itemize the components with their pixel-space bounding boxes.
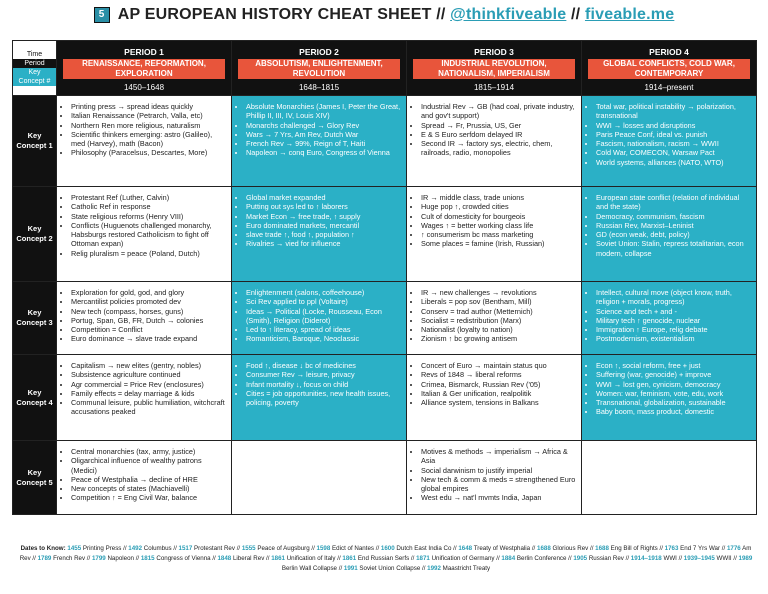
concept-item: • Competition = Conflict [71,325,227,334]
period-title: GLOBAL CONFLICTS, COLD WAR, CONTEMPORARY [588,59,750,79]
concept-item: • Communal leisure, public humiliation, witchcraft accusations peaked [71,398,227,417]
date-year: 1992 [427,565,441,572]
date-event: Soviet Union Collapse [359,565,421,572]
concept-item: • Infant mortality ↓, focus on child [246,380,402,389]
concept-cell [582,282,757,355]
concept-item: • Relig pluralism = peace (Poland, Dutch) [71,249,227,258]
concept-list [232,96,406,162]
concept-item: • Concert of Euro → maintain status quo [421,361,577,370]
date-event: WWI [663,555,677,562]
concept-item: • Market Econ → free trade, ↑ supply [246,212,402,221]
concept-list [232,355,406,411]
concept-item: • Postmodernism, existentialism [596,334,752,343]
key-concept-row [13,282,757,355]
concept-item: • Second IR → factory sys, electric, chem, railroads, radio, monopolies [421,139,577,158]
concept-list [57,282,231,348]
concept-item: • Printing press → spread ideas quickly [71,102,227,111]
concept-item: • Catholic Ref in response [71,202,227,211]
concept-item: • Econ ↑, social reform, free + just [596,361,752,370]
key-concept-label: Key Concept 3 [13,282,57,355]
concept-cell [57,96,232,187]
concept-item: • Italian Renaissance (Petrarch, Valla, etc) [71,111,227,120]
concept-cell [232,441,407,515]
concept-cell [57,441,232,515]
date-event: End Russian Serfs [357,555,410,562]
concept-item: • Social darwinism to justify imperial [421,466,577,475]
period-dates: 1648–1815 [298,82,340,92]
concept-item: • European state conflict (relation of individual and the state) [596,193,752,212]
concept-item: • Euro dominated markets, mercantil [246,221,402,230]
concept-item: • Subsistence agriculture continued [71,370,227,379]
concept-item: • Philosophy (Paracelsus, Descartes, More) [71,148,227,157]
concept-cell [232,355,407,441]
concept-item: • Absolute Monarchies (James I, Peter the Great, Phillip II, III, IV, Louis XIV) [246,102,402,121]
concept-item: • Transnational, globalization, sustainable [596,398,752,407]
concept-item: • Global market expanded [246,193,402,202]
period-header-row [13,41,757,96]
period-number: PERIOD 3 [474,46,514,57]
date-event: Printing Press [82,545,122,552]
title-separator: // [571,6,581,23]
period-3-header [407,41,582,96]
key-concept-label: Key Concept 2 [13,187,57,282]
concept-item: • Rivalries → vied for influence [246,239,402,248]
legend-cell [13,41,57,96]
concept-item: • IR → middle class, trade unions [421,193,577,202]
date-year: 1648 [458,545,473,552]
concept-item: • Revs of 1848 → liberal reforms [421,370,577,379]
concept-item: • Northern Ren more religious, naturalism [71,121,227,130]
date-year: 1455 [67,545,82,552]
concept-item: • slave trade ↑, food ↑, population ↑ [246,230,402,239]
concept-list [407,355,581,411]
concept-cell [582,96,757,187]
date-event: Congress of Vienna [156,555,211,562]
date-year: 1598 [316,545,331,552]
concept-cell [582,355,757,441]
concept-list [57,355,231,421]
concept-item: • Oligarchical influence of wealthy patrons (Medici) [71,456,227,475]
legend-period: Period [13,59,56,68]
legend-time: Time [26,51,43,58]
date-event: Edict of Nantes [332,545,375,552]
concept-item: • Fascism, nationalism, racism → WWII [596,139,752,148]
concept-list [57,187,231,262]
concept-item: • Wars → 7 Yrs, Am Rev, Dutch War [246,130,402,139]
concept-item: • WWI → lost gen, cynicism, democracy [596,380,752,389]
concept-item: • GD (econ weak, debt, policy) [596,230,752,239]
concept-list [407,187,581,253]
concept-item: • Cold War, COMECON, Warsaw Pact [596,148,752,157]
date-year: 1871 [416,555,430,562]
date-year: 1688 [595,545,609,552]
page-title [0,6,768,30]
concept-item: • Some places = famine (Irish, Russian) [421,239,577,248]
concept-item: • Democracy, communism, fascism [596,212,752,221]
date-event: Berlin Wall Collapse [281,565,337,572]
date-event: WWII [716,555,732,562]
period-number: PERIOD 2 [299,46,339,57]
period-2-header [232,41,407,96]
key-concept-label: Key Concept 1 [13,96,57,187]
concept-cell [407,282,582,355]
site-link[interactable]: fiveable.me [584,6,675,23]
concept-item: • Spread → Fr, Prussia, US, Ger [421,121,577,130]
concept-item: • Peace of Westphalia → decline of HRE [71,475,227,484]
concept-item: • Socialist = redistribution (Marx) [421,316,577,325]
date-event: Unification of Germany [431,555,495,562]
concept-cell [582,187,757,282]
concept-cell [407,96,582,187]
concept-item: • Consumer Rev → leisure, privacy [246,370,402,379]
concept-item: • Italian & Ger unification, realpolitik [421,389,577,398]
date-event: Glorious Rev [552,545,589,552]
concept-item: • Zionism ↑ bc growing antisem [421,334,577,343]
date-event: Dutch East India Co [396,545,452,552]
concept-cell [582,441,757,515]
date-event: Am Rev [19,545,752,562]
concept-item: • Euro dominance → slave trade expand [71,334,227,343]
period-number: PERIOD 4 [649,46,689,57]
date-event: Maastricht Treaty [442,565,491,572]
concept-item: • Agr commercial = Price Rev (enclosures) [71,380,227,389]
concept-cell [57,187,232,282]
date-event: Russian Rev [588,555,624,562]
date-year: 1905 [573,555,588,562]
concept-item: • Ideas → Political (Locke, Rousseau, Econ (Smith), Religion (Diderot) [246,307,402,326]
concept-item: • Baby boom, mass product, domestic [596,407,752,416]
date-event: Berlin Conference [516,555,567,562]
concept-cell [407,187,582,282]
date-event: Protestant Rev [194,545,235,552]
concept-list [582,355,756,421]
date-year: 1815 [140,555,155,562]
legend-key: Key [13,68,56,77]
date-year: 1688 [537,545,551,552]
key-concept-row [13,441,757,515]
concept-item: • Liberals = pop sov (Bentham, Mill) [421,297,577,306]
date-year: 1848 [217,555,232,562]
date-event: Columbus [143,545,172,552]
concept-list [57,441,231,507]
concept-item: • Total war, political instability → polarization, transnational [596,102,752,121]
concept-item: • Conserv = trad author (Metternich) [421,307,577,316]
concept-list [407,96,581,162]
date-event: Unification of Italy [286,555,336,562]
period-dates: 1914–present [644,82,694,92]
title-text: AP EUROPEAN HISTORY CHEAT SHEET // [117,6,446,23]
concept-item: • Romanticism, Baroque, Neoclassic [246,334,402,343]
concept-list [582,187,756,262]
date-year: 1939–1945 [683,555,715,562]
key-concept-row [13,355,757,441]
concept-item: • Central monarchies (tax, army, justice) [71,447,227,456]
concept-item: • Conflicts (Huguenots challenged monarchy, Habsburgs restored Catholicism to fight off Ottoman expan) [71,221,227,249]
concept-item: • Paris Peace Conf, ideal vs. punish [596,130,752,139]
dates-label: Dates to Know: [20,545,66,552]
date-year: 1763 [664,545,679,552]
concept-item: • Scientific thinkers emerging: astro (Galileo), med (Harvey), math (Bacon) [71,130,227,149]
concept-list [57,96,231,162]
concept-item: • Science and tech + and - [596,307,752,316]
period-title: INDUSTRIAL REVOLUTION, NATIONALISM, IMPERIALISM [413,59,575,79]
concept-item: • Russian Rev, Marxist–Leninist [596,221,752,230]
concept-item: • Enlightenment (salons, coffeehouse) [246,288,402,297]
concept-item: • Soviet Union: Stalin, repress totalitarian, econ modern, collapse [596,239,752,258]
concept-item: • Alliance system, tensions in Balkans [421,398,577,407]
dates-to-know: Dates to Know: 1455 Printing Press // 1492 Columbus // 1517 Protestant Rev // 1555 Peace of Augsburg // 1598 Edict of Nantes // 1600 Dutch East India Co // 1648 Treaty of Westphalia // 1688 Glorious Rev // 1688 Eng Bill of Rights // 1763 End 7 Yrs War // 1776 Am Rev // 1789 French Rev // 1799 Napoleon // 1815 Congress of Vienna // 1848 Liberal Rev // 1861 Unification of Italy // 1861 End Russian Serfs // 1871 Unification of Germany // 1884 Berlin Conference // 1905 Russian Rev // 1914–1918 WWI // 1939–1945 WWII // 1989 Berlin Wall Collapse // 1991 Soviet Union Collapse // 1992 Maastricht Treaty [19,545,753,572]
date-year: 1492 [128,545,143,552]
key-concept-row [13,96,757,187]
concept-item: • New tech & comm & meds = strengthened Euro global empires [421,475,577,494]
date-year: 1861 [271,555,285,562]
concept-list [582,96,756,171]
concept-item: • Huge pop ↑, crowded cities [421,202,577,211]
concept-item: • Capitalism → new elites (gentry, nobles) [71,361,227,370]
date-year: 1989 [738,555,753,562]
concept-item: • State religious reforms (Henry VIII) [71,212,227,221]
concept-item: • Cult of domesticity for bourgeois [421,212,577,221]
period-number: PERIOD 1 [124,46,164,57]
date-year: 1789 [37,555,52,562]
date-event: Napoleon [107,555,134,562]
concept-item: • West edu → nat'l mvmts India, Japan [421,493,577,502]
concept-cell [232,96,407,187]
concept-item: • French Rev → 99%, Reign of T, Haiti [246,139,402,148]
concept-item: • Nationalist (loyalty to nation) [421,325,577,334]
concept-item: • IR → new challenges → revolutions [421,288,577,297]
concept-item: • Putting out sys led to ↑ laborers [246,202,402,211]
date-event: End 7 Yrs War [680,545,721,552]
concept-item: • Women: war, feminism, vote, edu, work [596,389,752,398]
period-dates: 1815–1914 [473,82,515,92]
concept-item: • Exploration for gold, god, and glory [71,288,227,297]
concept-list [407,282,581,348]
handle-link[interactable]: @thinkfiveable [450,6,567,23]
key-concept-rows [13,96,757,515]
date-event: Peace of Augsburg [257,545,310,552]
period-1-header [57,41,232,96]
concept-item: • Cities = job opportunities, new health issues, policing, poverty [246,389,402,408]
concept-item: • Monarchs challenged → Glory Rev [246,121,402,130]
concept-cell [407,355,582,441]
concept-item: • New concepts of states (Machiavelli) [71,484,227,493]
concept-cell [232,282,407,355]
key-concept-label: Key Concept 4 [13,355,57,441]
concept-list [232,187,406,253]
concept-item: • Sci Rev applied to ppl (Voltaire) [246,297,402,306]
concept-item: • World systems, alliances (NATO, WTO) [596,158,752,167]
concept-item: • Food ↑, disease ↓ bc of medicines [246,361,402,370]
cheat-sheet-table [12,40,757,515]
date-year: 1991 [343,565,358,572]
key-concept-label: Key Concept 5 [13,441,57,515]
concept-item: • Industrial Rev → GB (had coal, private industry, and gov't support) [421,102,577,121]
concept-item: • Crimea, Bismarck, Russian Rev ('05) [421,380,577,389]
date-event: Liberal Rev [232,555,265,562]
date-year: 1555 [241,545,256,552]
concept-cell [232,187,407,282]
concept-item: • Protestant Ref (Luther, Calvin) [71,193,227,202]
date-year: 1861 [342,555,357,562]
date-year: 1884 [501,555,516,562]
concept-cell [57,282,232,355]
date-year: 1776 [726,545,741,552]
date-event: Eng Bill of Rights [610,545,658,552]
concept-item: • WWI → losses and disruptions [596,121,752,130]
concept-item: • Wages ↑ = better working class life [421,221,577,230]
concept-item: • Led to ↑ literacy, spread of ideas [246,325,402,334]
concept-item: • Immigration ↑ Europe, relig debate [596,325,752,334]
date-year: 1517 [178,545,193,552]
date-year: 1799 [91,555,106,562]
period-dates: 1450–1648 [123,82,165,92]
concept-item: • Napoleon → conq Euro, Congress of Vienna [246,148,402,157]
concept-item: • Motives & methods → imperialism → Africa & Asia [421,447,577,466]
concept-item: • Portug, Span, GB, FR, Dutch → colonies [71,316,227,325]
concept-item: • ↑ consumerism bc mass marketing [421,230,577,239]
concept-cell [407,441,582,515]
concept-item: • Military tech ↑ genocide, nuclear [596,316,752,325]
fiveable-logo-icon: 5 [94,7,110,23]
concept-item: • Family effects = delay marriage & kids [71,389,227,398]
key-concept-row [13,187,757,282]
concept-list [232,282,406,348]
period-title: ABSOLUTISM, ENLIGHTENMENT, REVOLUTION [238,59,400,79]
concept-list [582,282,756,348]
concept-item: • New tech (compass, horses, guns) [71,307,227,316]
period-4-header [582,41,757,96]
period-title: RENAISSANCE, REFORMATION, EXPLORATION [63,59,225,79]
concept-cell [57,355,232,441]
legend-concept: Concept # [13,77,56,86]
date-year: 1600 [380,545,395,552]
concept-item: • E & S Euro serfdom delayed IR [421,130,577,139]
date-event: Treaty of Westphalia [473,545,531,552]
concept-list [407,441,581,507]
date-event: French Rev [53,555,86,562]
concept-item: • Intellect, cultural move (object know, truth, religion + morals, progress) [596,288,752,307]
concept-item: • Competition ↑ = Eng Civil War, balance [71,493,227,502]
concept-item: • Mercantilist policies promoted dev [71,297,227,306]
date-year: 1914–1918 [630,555,662,562]
concept-item: • Suffering (war, genocide) + improve [596,370,752,379]
